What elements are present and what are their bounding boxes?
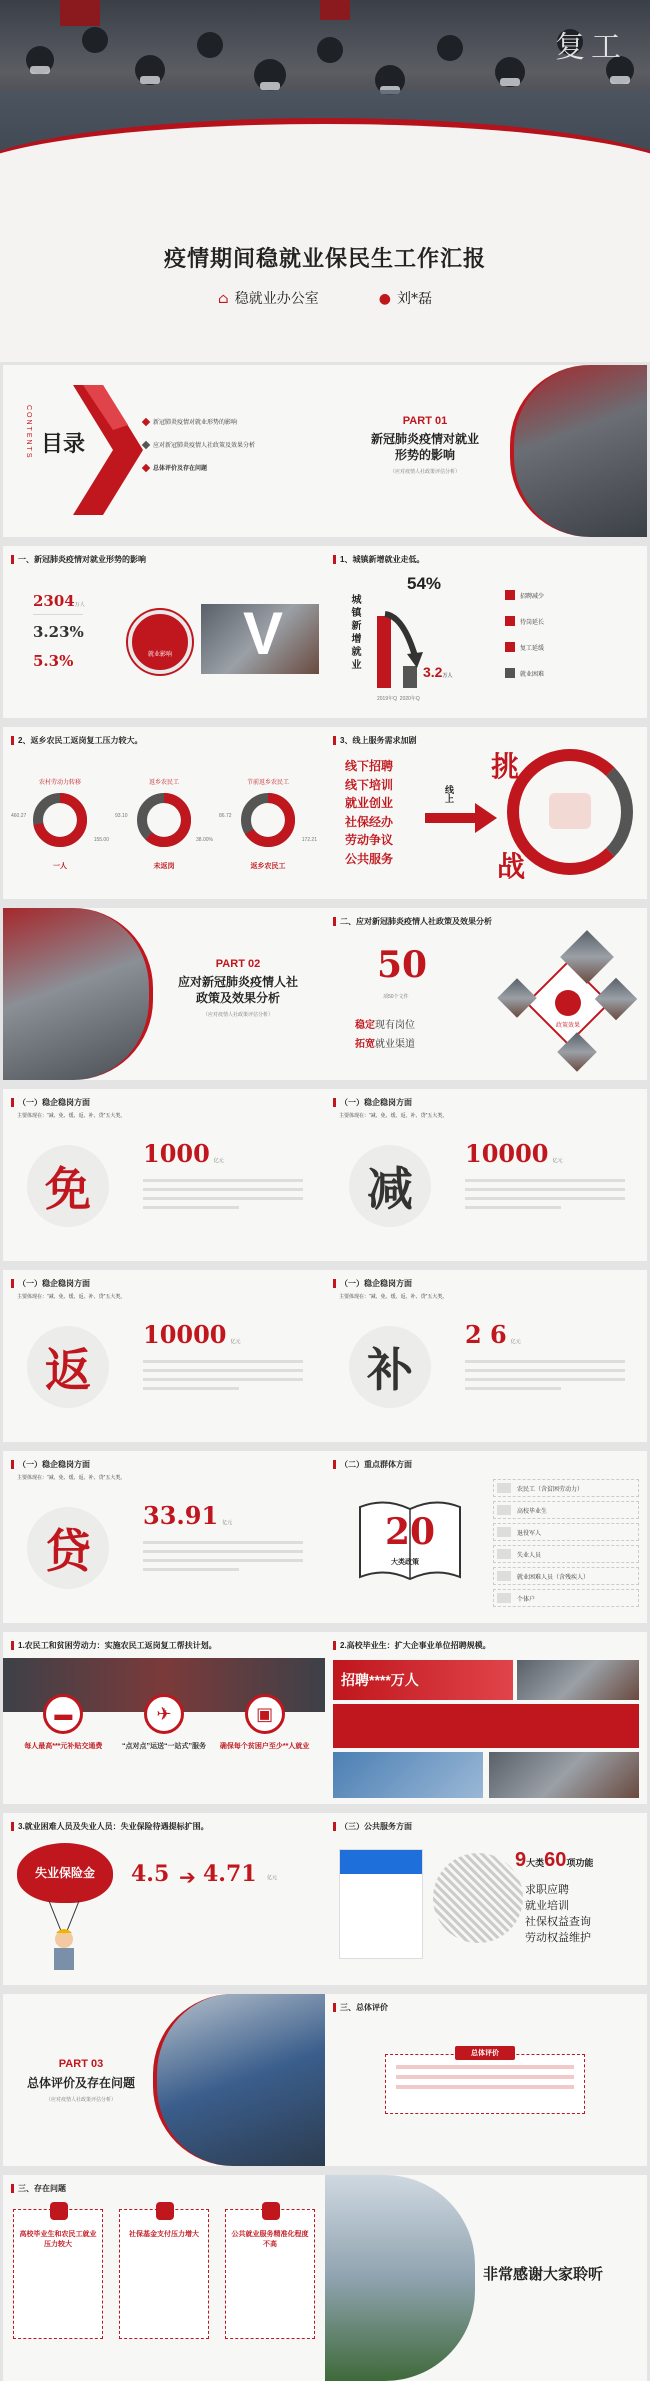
diamond-label: 政策效果 (555, 1023, 580, 1029)
value-unit: 亿元 (267, 1875, 278, 1881)
policy-slide (3, 1089, 325, 1261)
slide-header: （一）稳企稳岗方面 (11, 1459, 90, 1470)
plane-icon: ✈ (144, 1694, 184, 1734)
year-labels: 2019年Q 2020年Q (377, 696, 420, 702)
calligraphy-char: 返 (27, 1326, 109, 1408)
to-value: 4.71 (203, 1861, 257, 1887)
amount: 2 6 亿元 (465, 1320, 521, 1349)
part-label: PART 02 (215, 958, 261, 970)
amount: 1000 亿元 (143, 1139, 224, 1168)
offline-item: 线下招聘 (345, 759, 394, 773)
from-value: 4.5 (131, 1861, 170, 1887)
policy-slide (3, 1270, 325, 1442)
book-label: 大类政策 (391, 1559, 419, 1566)
part2-block (153, 958, 323, 1020)
slide-header: 2.高校毕业生：扩大企事业单位招聘规模。 (333, 1640, 491, 1651)
part1-slide (325, 365, 647, 537)
slide-header: 2、返乡农民工返岗复工压力较大。 (11, 735, 142, 746)
problems-slide (3, 2175, 325, 2381)
part-subtitle: （应对疫情人社政策评估分析） (202, 1012, 273, 1019)
donut-bottom-label: 一人 (53, 863, 67, 870)
toc-item[interactable]: 应对新冠肺炎疫情人社政策及效果分析 (143, 440, 318, 449)
slide-header: 一、新冠肺炎疫情对就业形势的影响 (11, 554, 146, 565)
policy-effect-slide (325, 908, 647, 1080)
impact-circle: 就业影响 (128, 610, 192, 674)
phone-screen (339, 1849, 423, 1959)
legend-item: 复工延缓 (505, 642, 635, 652)
donut-left-value: 93.10 (115, 813, 128, 819)
station-photo (510, 365, 647, 537)
donut-bottom-label: 未返岗 (153, 863, 175, 870)
offline-item: 线下培训 (345, 777, 394, 792)
calligraphy-char: 补 (349, 1326, 431, 1408)
policy-count-sub: 项50个文件 (383, 994, 409, 1000)
slide-header: （二）重点群体方面 (333, 1459, 412, 1470)
migrant-support-slide (3, 1632, 325, 1804)
diamond-icon (142, 463, 150, 471)
graduates-slide (325, 1632, 647, 1804)
legend-list (505, 590, 635, 678)
service-count: 9大类60项功能 (515, 1849, 594, 1871)
part3-slide (3, 1994, 325, 2166)
slide-header: 3、线上服务需求加剧 (333, 735, 416, 746)
toc-slide (3, 365, 325, 537)
legend-item: 就业困难 (505, 668, 635, 678)
station-photo (3, 908, 153, 1080)
author-name: 刘*磊 (396, 291, 432, 307)
donut-right-value: 155.00 (93, 837, 109, 843)
toc-title: 目录 (41, 431, 86, 457)
migrant-workers-slide (3, 727, 325, 899)
evaluation-slide (325, 1994, 647, 2166)
part-title: 总体评价及存在问题 (26, 2076, 135, 2090)
cover-red-arc (0, 118, 650, 238)
slide-header: 3.就业困难人员及失业人员：失业保险待遇提标扩围。 (11, 1821, 209, 1832)
urban-employment-slide (325, 546, 647, 718)
fund-icon (156, 2202, 174, 2220)
thanks-text: 非常感谢大家聆听 (483, 2265, 604, 2283)
donut-label: 节前返乡农民工 (246, 780, 289, 786)
pct-value: 54% (407, 574, 442, 593)
bar-arrow-graphic (373, 596, 453, 696)
stat-item: 5.3% (33, 652, 74, 670)
slide-header: 三、总体评价 (333, 2002, 388, 2013)
slide-header: 1、城镇新增就业走低。 (333, 554, 424, 565)
amount: 33.91 亿元 (143, 1501, 233, 1530)
support-items (13, 1694, 315, 1752)
part-label: PART 03 (58, 2058, 104, 2070)
stat-item: 3.23% (33, 623, 84, 641)
laptop-person-icon (549, 793, 591, 829)
right-arrow-icon: ➔ (179, 1867, 196, 1889)
slide-header: （一）稳企稳岗方面 (333, 1278, 412, 1289)
offline-item: 公共服务 (345, 851, 394, 866)
stat-list (33, 592, 85, 671)
donut-row (11, 777, 317, 887)
offline-item: 社保经办 (345, 814, 394, 829)
problem-list (13, 2209, 315, 2339)
slide-header: 二、应对新冠肺炎疫情人社政策及效果分析 (333, 916, 492, 927)
person-balloon-icon (39, 1901, 89, 1981)
chevron-graphic (73, 385, 143, 515)
slide-header: （一）稳企稳岗方面 (11, 1278, 90, 1289)
arrow-label: 线上 (444, 785, 454, 803)
qr-code-icon (433, 1853, 523, 1943)
problem-item: 社保基金支付压力增大 (119, 2209, 209, 2339)
contents-vertical: CONTENTS (25, 405, 32, 460)
policy-count: 50 (377, 944, 428, 986)
text-lines (465, 1360, 625, 1390)
home-icon: ⌂ (218, 291, 229, 307)
cover-title: 疫情期间稳就业保民生工作汇报 (163, 246, 486, 272)
online-demand-slide (325, 727, 647, 899)
donut-right-value: 38.00% (196, 837, 213, 843)
policy-slide (325, 1089, 647, 1261)
text-lines (465, 1179, 625, 1209)
slide-intro: 主要体现在：“减、免、缓、返、补、贷”五大类。 (339, 1113, 448, 1119)
part-title: 新冠肺炎疫情对就业形势的影响 (370, 432, 479, 463)
group-item: 退役军人 (493, 1523, 639, 1541)
slide-intro: 主要体现在：“减、免、缓、返、补、贷”五大类。 (17, 1475, 126, 1481)
legend-item: 招聘减少 (505, 590, 635, 600)
slide-intro: 主要体现在：“减、免、缓、返、补、贷”五大类。 (17, 1113, 126, 1119)
v-letter: V (243, 600, 284, 667)
recruit-banner: 招聘****万人 (333, 1660, 513, 1700)
group-item: 个体户 (493, 1589, 639, 1607)
donut-left-value: 460.27 (11, 813, 27, 819)
balloon: 失业保险金 (17, 1843, 113, 1903)
group-list (493, 1479, 639, 1607)
offline-list (345, 757, 393, 869)
calligraphy-char: 减 (349, 1145, 431, 1227)
donut-chart (11, 777, 109, 887)
donut-label: 返乡农民工 (148, 780, 179, 786)
part-subtitle: （应对疫情人社政策评估分析） (45, 2097, 116, 2103)
office-name: 稳就业办公室 (234, 291, 319, 307)
service-list: 求职应聘 就业培训 社保权益查询 劳动权益维护 (525, 1884, 591, 1944)
slide-header: （一）稳企稳岗方面 (333, 1097, 412, 1108)
city-photo (325, 2175, 475, 2381)
banner-text: 复工 (555, 30, 627, 65)
person-icon: ● (378, 291, 391, 307)
train-icon: ▣ (245, 1694, 285, 1734)
part-label: PART 01 (402, 415, 448, 427)
diamond-icon (142, 417, 150, 425)
text-lines (143, 1360, 303, 1390)
text-lines (143, 1541, 303, 1571)
evaluation-box (385, 2054, 585, 2114)
legend-item: 待岗延长 (505, 616, 635, 626)
toc-list (143, 417, 318, 472)
group-item: 就业困难人员（含残疾人） (493, 1567, 639, 1585)
diamond-icon (142, 440, 150, 448)
challenge-char: 战 (497, 850, 526, 883)
effect-line: 稳定现有岗位 (355, 1020, 415, 1031)
thanks-slide (325, 2175, 647, 2381)
donut-label: 农村劳动力转移 (38, 780, 81, 786)
effect-lines (355, 1016, 415, 1050)
challenge-ring (507, 749, 633, 875)
part-subtitle: （应对疫情人社政策评估分析） (389, 469, 460, 476)
impact-slide (3, 546, 325, 718)
key-groups-slide (325, 1451, 647, 1623)
warning-icon (50, 2202, 68, 2220)
recruit-info-box (333, 1704, 639, 1748)
unemployment-insurance-slide (3, 1813, 325, 1985)
cover-slide (0, 0, 650, 362)
groups-count: 20 (385, 1511, 436, 1553)
fair-photo (489, 1752, 639, 1798)
offline-item: 就业创业 (345, 796, 394, 811)
donut-chart (115, 777, 213, 887)
toc-item[interactable]: 总体评价及存在问题 (143, 463, 318, 472)
group-item: 农民工（含贫困劳动力） (493, 1479, 639, 1497)
problem-item: 高校毕业生和农民工就业压力较大 (13, 2209, 103, 2339)
buses-photo (153, 1994, 325, 2166)
part3-block (11, 2058, 151, 2105)
stat-item: 2304万人 (33, 592, 85, 610)
calligraphy-char: 贷 (27, 1507, 109, 1589)
slide-header: （三）公共服务方面 (333, 1821, 412, 1832)
group-item: 高校毕业生 (493, 1501, 639, 1519)
amount: 10000 亿元 (465, 1139, 563, 1168)
support-item: ▣ 确保每个贫困户至少**人就业 (220, 1694, 310, 1752)
slide-header: 三、存在问题 (11, 2183, 66, 2194)
donut-ring (134, 790, 194, 850)
challenge-char: 挑 (491, 750, 520, 783)
toc-item[interactable]: 新冠肺炎疫情对就业形势的影响 (143, 417, 318, 426)
effect-line: 拓宽就业渠道 (355, 1039, 415, 1050)
problem-item: 公共就业服务精准化程度不高 (225, 2209, 315, 2339)
part2-slide (3, 908, 325, 1080)
amount: 10000 亿元 (143, 1320, 241, 1349)
policy-slide (325, 1270, 647, 1442)
decline-value: 3.2万人 (423, 664, 453, 680)
policy-slide (3, 1451, 325, 1623)
text-lines (143, 1179, 303, 1209)
donut-ring (238, 790, 298, 850)
right-arrow-icon (425, 803, 497, 833)
donut-ring (30, 790, 90, 850)
slide-header: 1.农民工和贫困劳动力：实施农民工返岗复工帮扶计划。 (11, 1640, 217, 1651)
donut-chart (219, 777, 317, 887)
campus-photo (333, 1752, 483, 1798)
part1-block (335, 415, 515, 477)
slide-intro: 主要体现在：“减、免、缓、返、补、贷”五大类。 (17, 1294, 126, 1300)
evaluation-badge: 总体评价 (455, 2046, 515, 2060)
part-title: 应对新冠肺炎疫情人社政策及效果分析 (178, 975, 299, 1006)
offline-item: 劳动争议 (345, 833, 394, 848)
cover-meta (0, 288, 650, 308)
side-text: 城镇新增就业 (349, 594, 360, 672)
donut-right-value: 172.21 (301, 837, 317, 843)
donut-left-value: 86.72 (219, 813, 232, 819)
slide-header: （一）稳企稳岗方面 (11, 1097, 90, 1108)
slide-intro: 主要体现在：“减、免、缓、返、补、贷”五大类。 (339, 1294, 448, 1300)
donut-bottom-label: 返乡农民工 (250, 863, 286, 870)
bus-icon: ▬ (43, 1694, 83, 1734)
support-item: ▬ 每人最高***元补贴交通费 (18, 1694, 108, 1752)
group-item: 失业人员 (493, 1545, 639, 1563)
public-services-slide (325, 1813, 647, 1985)
support-item: ✈ “点对点”运送“一站式”服务 (119, 1694, 209, 1752)
service-icon (262, 2202, 280, 2220)
diamond-collage (503, 938, 633, 1068)
calligraphy-char: 免 (27, 1145, 109, 1227)
recruit-photo (517, 1660, 639, 1700)
